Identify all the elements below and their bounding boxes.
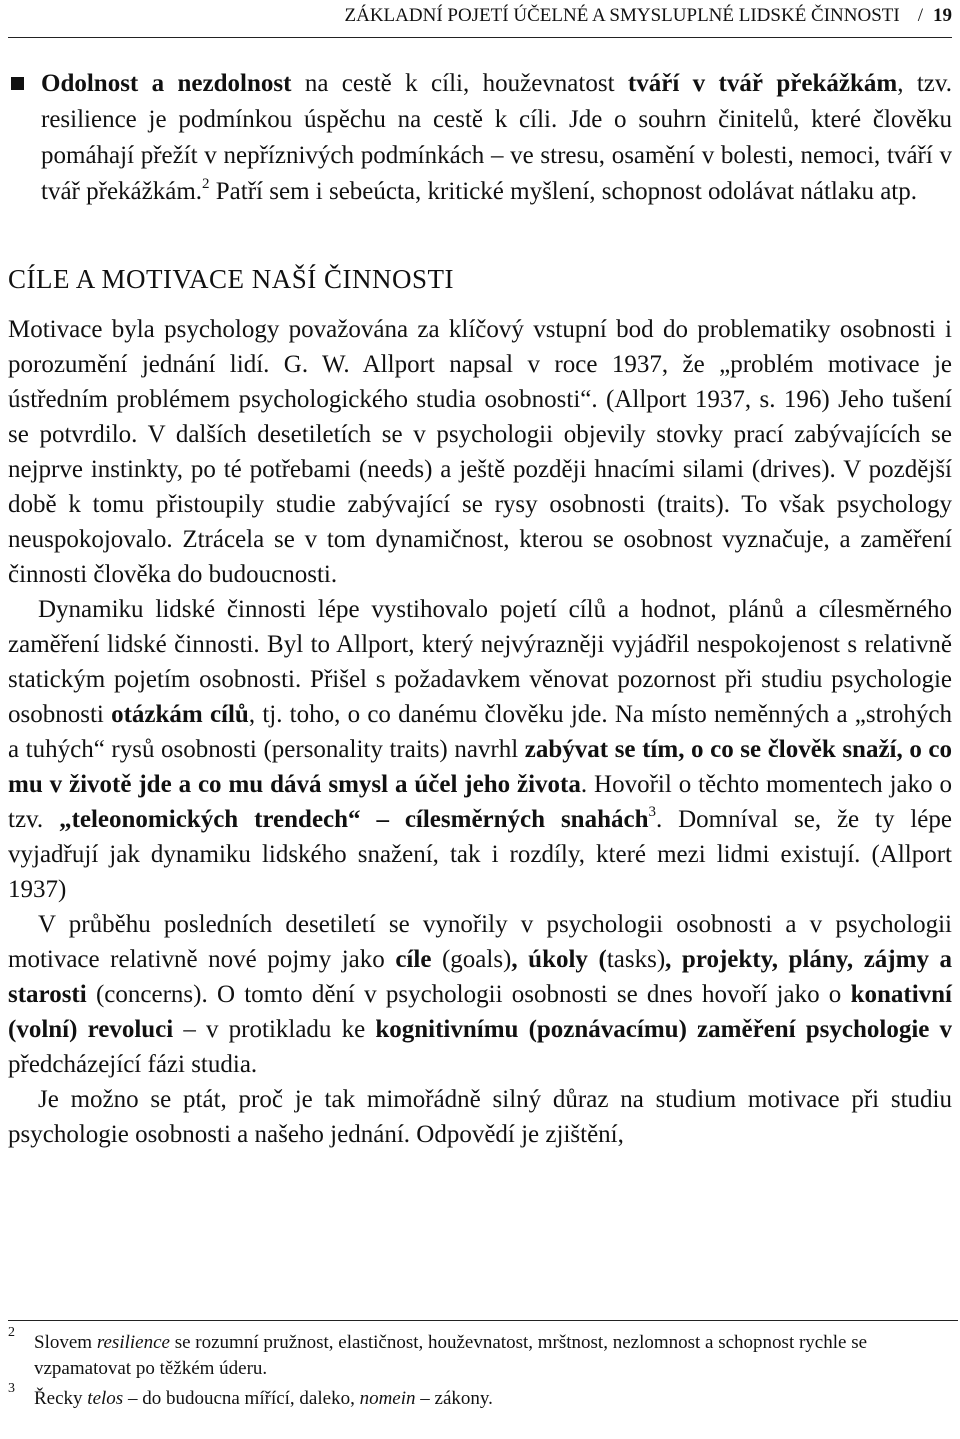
- text-run: Je možno se ptát, proč je tak mimořádně silný důraz na studium motivace při studiu psychologie osobnosti a našeho jednání. Odpovědí je zjištění,: [8, 1086, 952, 1148]
- text-run: V průběhu posledních desetiletí se vynořily v psychologii osobnosti a v psychologii motivace relativně nové pojmy jako: [8, 911, 952, 973]
- footnote-3: [8, 1381, 948, 1412]
- footnote-ref: 3: [648, 803, 656, 820]
- italic-term: nomein: [359, 1388, 416, 1409]
- footnote-divider: [8, 1320, 958, 1321]
- text-run: , tj. toho, o co danému člověku jde. Na místo neměnných a „strohých a tuhých“ rysů osobnosti (personality traits) navrhl: [8, 701, 952, 763]
- footnotes: [8, 1325, 948, 1416]
- footnote-number: 2: [8, 1325, 15, 1340]
- bold-term: , projekty, plány, zájmy a starosti: [8, 946, 952, 1008]
- text-run: (concerns). O tomto dění v psychologii osobnosti se dnes hovoří jako o: [86, 981, 851, 1008]
- text-run: na cestě k cíli, houževnatost: [291, 70, 628, 97]
- bold-term: „teleonomických trendech“ – cílesměrných snahách: [59, 806, 649, 833]
- text-run: (goals): [431, 946, 512, 973]
- text-run: Dynamiku lidské činnosti lépe vystihovalo pojetí cílů a hodnot, plánů a cílesměrného zaměření lidské činnosti. Byl to Allport, který nejvýrazněji vyjádřil nespokojenost s relativně statickým pojetím osobnosti. Přišel s požadavkem věnovat pozornost při studiu psychologie osobnosti: [8, 596, 952, 728]
- text-run: předcházející fázi studia.: [8, 1051, 258, 1078]
- text-run: Patří sem i sebeúcta, kritické myšlení, schopnost odolávat nátlaku atp.: [209, 178, 918, 205]
- text-run: tasks): [606, 946, 666, 973]
- text-run: Řecky: [34, 1388, 88, 1409]
- header-separator: /: [917, 5, 923, 26]
- text-run: Slovem: [34, 1332, 97, 1353]
- paragraph-4: [8, 1082, 952, 1152]
- square-bullet-icon: [11, 77, 24, 90]
- bullet-item-resilience: [8, 66, 952, 210]
- bold-term: konativní (volní) revoluci: [8, 981, 952, 1043]
- paragraph-2: [8, 592, 952, 907]
- footnote-2: [8, 1325, 948, 1382]
- bold-term: zabývat se tím, o co se člověk snaží, o co mu v životě jde a co mu dává smysl a účel jeho života: [8, 736, 952, 798]
- bold-term: , úkoly (: [511, 946, 607, 973]
- bold-term: kognitivnímu (poznávacímu) zaměření psychologie v: [375, 1016, 953, 1043]
- chapter-title: ZÁKLADNÍ POJETÍ ÚČELNÉ A SMYSLUPLNÉ LIDSKÉ ČINNOSTI: [344, 5, 900, 26]
- paragraph-3: [8, 907, 952, 1082]
- italic-term: telos: [87, 1388, 124, 1409]
- running-header: [8, 4, 952, 38]
- footnote-number: 3: [8, 1381, 15, 1396]
- paragraph-1: Motivace byla psychology považována za klíčový vstupní bod do problematiky osobnosti i porozumění jednání lidí. G. W. Allport napsal v roce 1937, že „problém motivace je ústředním problémem psychologického studia osobnosti“. (Allport 1937, s. 196) Jeho tušení se potvrdilo. V dalších desetiletích se v psychologii objevily stovky prací zabývajících se nejprve instinkty, po té potřebami (needs) a ještě později hnacími silami (drives). V pozdější době k tomu přistoupily studie zabývající se rysy osobnosti (traits). To však psychology neuspokojovalo. Ztrácela se v tom dynamičnost, kterou se osobnost vyznačuje, a zaměření činnosti člověka do budoucnosti.: [8, 316, 952, 588]
- italic-term: resilience: [96, 1332, 170, 1353]
- bold-term: Odolnost a nezdolnost: [41, 70, 292, 97]
- text-run: . Domníval se, že ty lépe vyjadřují jak dynamiku lidského snažení, tak i rozdíly, které mezi lidmi existují. (Allport 1937): [8, 806, 952, 903]
- section-heading: CÍLE A MOTIVACE NAŠÍ ČINNOSTI: [8, 264, 455, 294]
- bold-term: cíle: [395, 946, 432, 973]
- text-run: se rozumní pružnost, elastičnost, houževnatost, mrštnost, nezlomnost a schopnost rychle se vzpamatovat po těžkém úderu.: [34, 1332, 868, 1379]
- text-run: – v protikladu ke: [173, 1016, 376, 1043]
- text-run: , tzv. resilience je podmínkou úspěchu na cestě k cíli. Jde o souhrn činitelů, které člověku pomáhají přežít v nepříznivých podmínkách – ve stresu, osamění v bolesti, nemoci, tváří v tvář překážkám.: [41, 70, 952, 205]
- footnote-ref: 2: [202, 175, 210, 192]
- page-number: 19: [933, 5, 952, 26]
- text-run: – zákony.: [415, 1388, 493, 1409]
- bold-term: tváří v tvář překážkám: [627, 70, 898, 97]
- text-run: – do budoucna mířící, daleko,: [123, 1388, 360, 1409]
- text-run: . Hovořil o těchto momentech jako o tzv.: [8, 771, 952, 833]
- page-body: [8, 66, 952, 1152]
- bold-term: otázkám cílů: [111, 701, 249, 728]
